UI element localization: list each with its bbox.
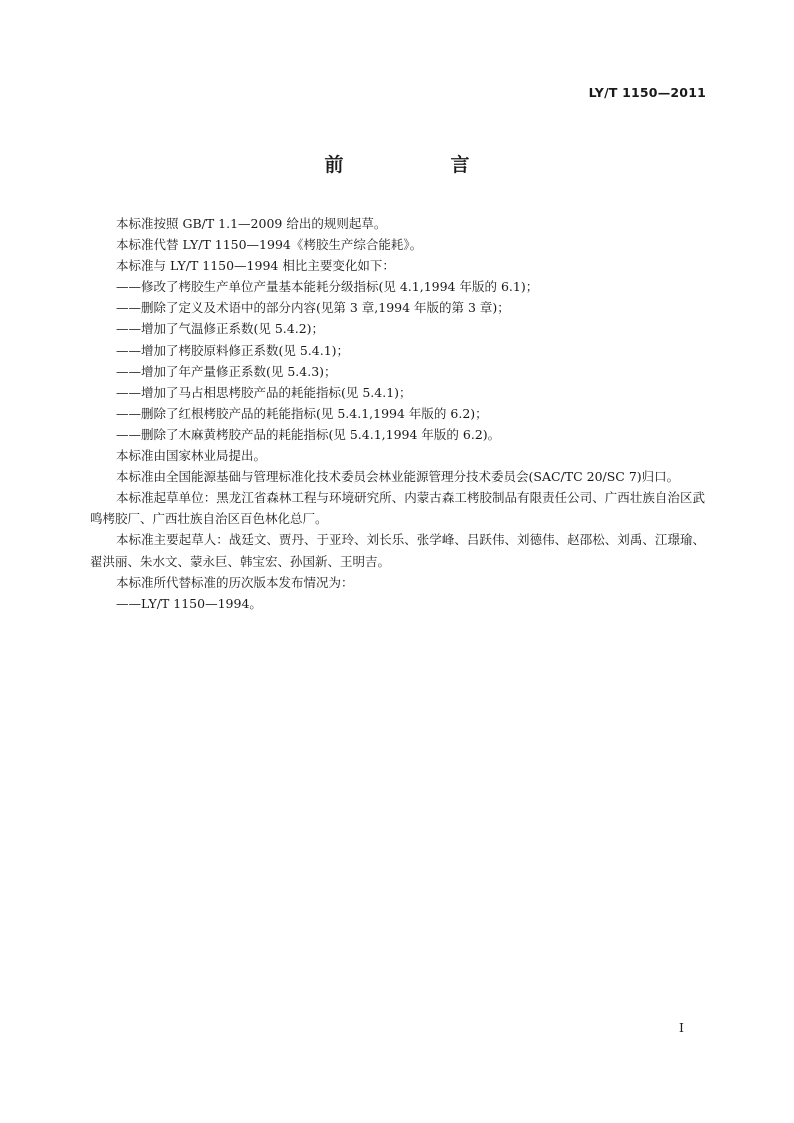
- standard-code: LY/T 1150—2011: [588, 85, 706, 100]
- paragraph-drafting-rules: 本标准按照 GB/T 1.1—2009 给出的规则起草。: [116, 216, 387, 231]
- change-item: ——增加了气温修正系数(见 5.4.2)；: [116, 321, 325, 337]
- paragraph-proposed-by: 本标准由国家林业局提出。: [116, 448, 267, 464]
- page-title: 前 言: [324, 154, 514, 176]
- paragraph-drafters: 本标准主要起草人：战廷文、贾丹、于亚玲、刘长乐、张学峰、吕跃伟、刘德伟、赵邵松、刘禹、江璟瑜、翟洪丽、朱水文、蒙永巨、韩宝宏、孙国新、王明吉。: [90, 532, 705, 569]
- paragraph-changes-intro: 本标准与 LY/T 1150—1994 相比主要变化如下：: [116, 258, 395, 274]
- change-item: ——增加了栲胶原料修正系数(见 5.4.1)；: [116, 342, 350, 358]
- history-item: ——LY/T 1150—1994。: [116, 595, 262, 611]
- change-item: ——删除了木麻黄栲胶产品的耗能指标(见 5.4.1,1994 年版的 6.2)。: [116, 426, 501, 442]
- change-item: ——删除了红根栲胶产品的耗能指标(见 5.4.1,1994 年版的 6.2)；: [116, 405, 488, 421]
- paragraph-replaces: 本标准代替 LY/T 1150—1994《栲胶生产综合能耗》。: [116, 237, 423, 253]
- foreword-body: [90, 213, 705, 614]
- page-number: I: [679, 1020, 684, 1035]
- paragraph-history-intro: 本标准所代替标准的历次版本发布情况为：: [116, 574, 354, 590]
- paragraph-under-jurisdiction: 本标准由全国能源基础与管理标准化技术委员会林业能源管理分技术委员会(SAC/TC 20/SC 7)归口。: [116, 469, 680, 485]
- change-item: ——修改了栲胶生产单位产量基本能耗分级指标(见 4.1,1994 年版的 6.1)；: [116, 279, 539, 295]
- paragraph-drafting-units: 本标准起草单位：黑龙江省森林工程与环境研究所、内蒙古森工栲胶制品有限责任公司、广西壮族自治区武鸣栲胶厂、广西壮族自治区百色林化总厂。: [90, 490, 705, 527]
- change-item: ——增加了马占相思栲胶产品的耗能指标(见 5.4.1)；: [116, 384, 412, 400]
- change-item: ——删除了定义及术语中的部分内容(见第 3 章,1994 年版的第 3 章)；: [116, 300, 510, 316]
- change-item: ——增加了年产量修正系数(见 5.4.3)；: [116, 363, 337, 379]
